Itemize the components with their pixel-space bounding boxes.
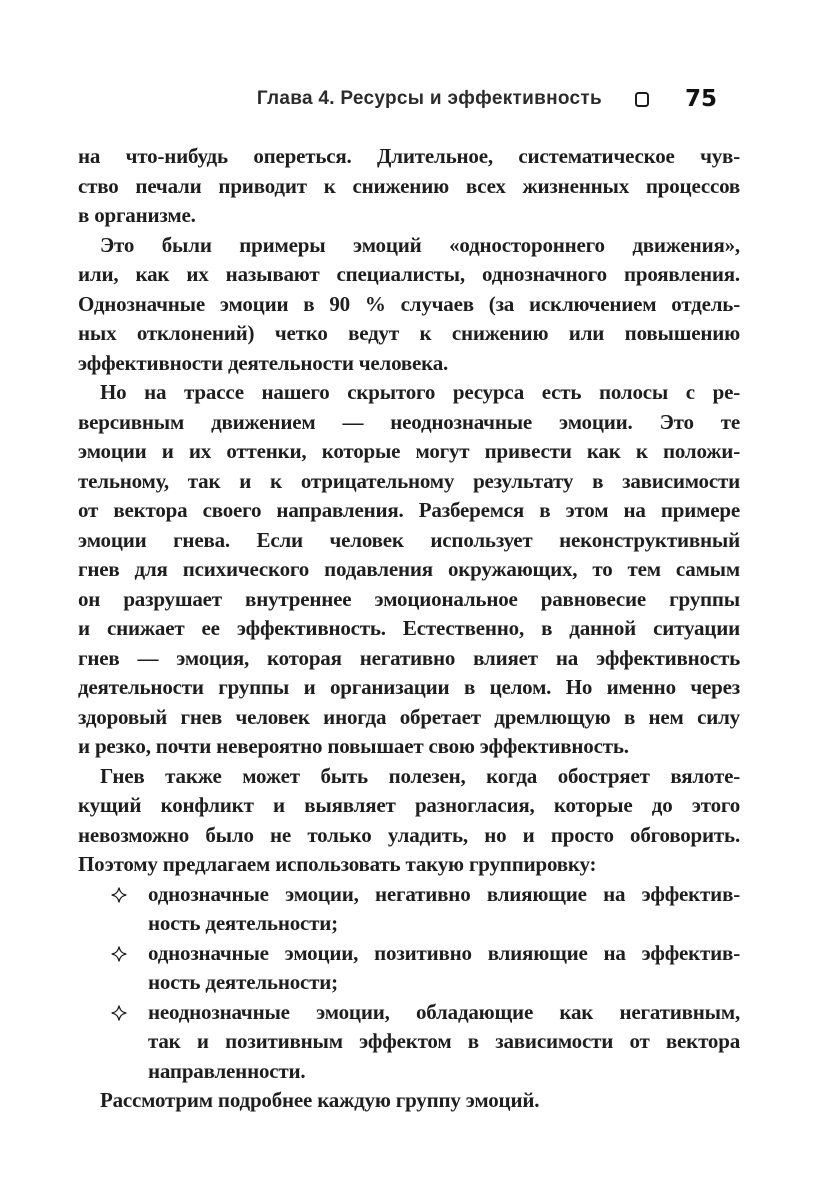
text-line: Гнев также может быть полезен, когда обостряет вялоте- [100,763,740,788]
text-line: эффективности деятельности человека. [78,350,449,375]
four-pointed-star-icon [111,1005,127,1021]
text-line: гнев для психического подавления окружающих, то тем самым [78,557,740,581]
text-line: и снижает ее эффективность. Естественно, в данной ситуации [78,616,740,640]
text-line: Поэтому предлагаем использовать такую группировку: [78,852,597,876]
text-line: в организме. [78,203,196,227]
text-line: здоровый гнев человек иногда обретает дремлющую в нем силу [78,704,740,729]
text-line: он разрушает внутреннее эмоциональное равновесие группы [78,586,740,611]
page-number: 75 [684,86,717,112]
text-line: направленности. [148,1058,306,1083]
text-line: деятельности группы и организации в целом. Но именно через [78,675,740,699]
paragraph [78,1086,740,1116]
bullet-item [78,880,740,939]
paragraph [78,231,740,379]
chapter-title: Глава 4. Ресурсы и эффективность [256,88,602,109]
text-line: и резко, почти невероятно повышает свою эффективность. [78,734,629,758]
text-line: на что-нибудь опереться. Длительное, систематическое чув- [78,144,740,168]
text-line: гнев — эмоция, которая негативно влияет на эффективность [78,645,740,670]
four-pointed-star-icon [111,946,127,962]
paragraph [78,142,740,231]
text-line: ность деятельности; [148,911,338,935]
running-header [257,86,717,112]
text-line: от вектора своего направления. Разберемся в этом на примере [78,498,740,522]
text-line: неоднозначные эмоции, обладающие как негативным, [148,999,740,1024]
text-line: Но на трассе нашего скрытого ресурса есть полосы с ре- [100,380,740,404]
text-line: эмоции гнева. Если человек использует неконструктивный [78,527,740,552]
four-pointed-star-icon [111,887,127,903]
text-line: Рассмотрим подробнее каждую группу эмоций. [100,1088,540,1112]
text-line: невозможно было не только уладить, но и просто обговорить. [78,822,740,847]
square-icon [635,92,649,107]
paragraph [78,378,740,762]
paragraph [78,762,740,880]
text-line: ных отклонений) четко ведут к снижению или повышению [78,321,740,345]
text-line: ство печали приводит к снижению всех жизненных процессов [78,173,740,198]
text-line: версивным движением — неоднозначные эмоции. Это те [78,409,740,434]
text-line: тельному, так и к отрицательному результату в зависимости [78,468,740,493]
text-line: однозначные эмоции, позитивно влияющие на эффектив- [148,940,740,965]
text-line: эмоции и их оттенки, которые могут привести как к положи- [78,439,740,463]
text-line: так и позитивным эффектом в зависимости от вектора [148,1029,740,1053]
text-line: или, как их называют специалисты, однозначного проявления. [78,262,740,286]
bullet-item [78,939,740,998]
text-line: кущий конфликт и выявляет разногласия, которые до этого [78,793,740,817]
page-body [78,142,740,1116]
text-line: однозначные эмоции, негативно влияющие на эффектив- [148,881,740,906]
bullet-item [78,998,740,1087]
text-line: ность деятельности; [148,970,338,994]
text-line: Однозначные эмоции в 90 % случаев (за исключением отдель- [78,291,740,316]
text-line: Это были примеры эмоций «одностороннего движения», [100,232,740,257]
